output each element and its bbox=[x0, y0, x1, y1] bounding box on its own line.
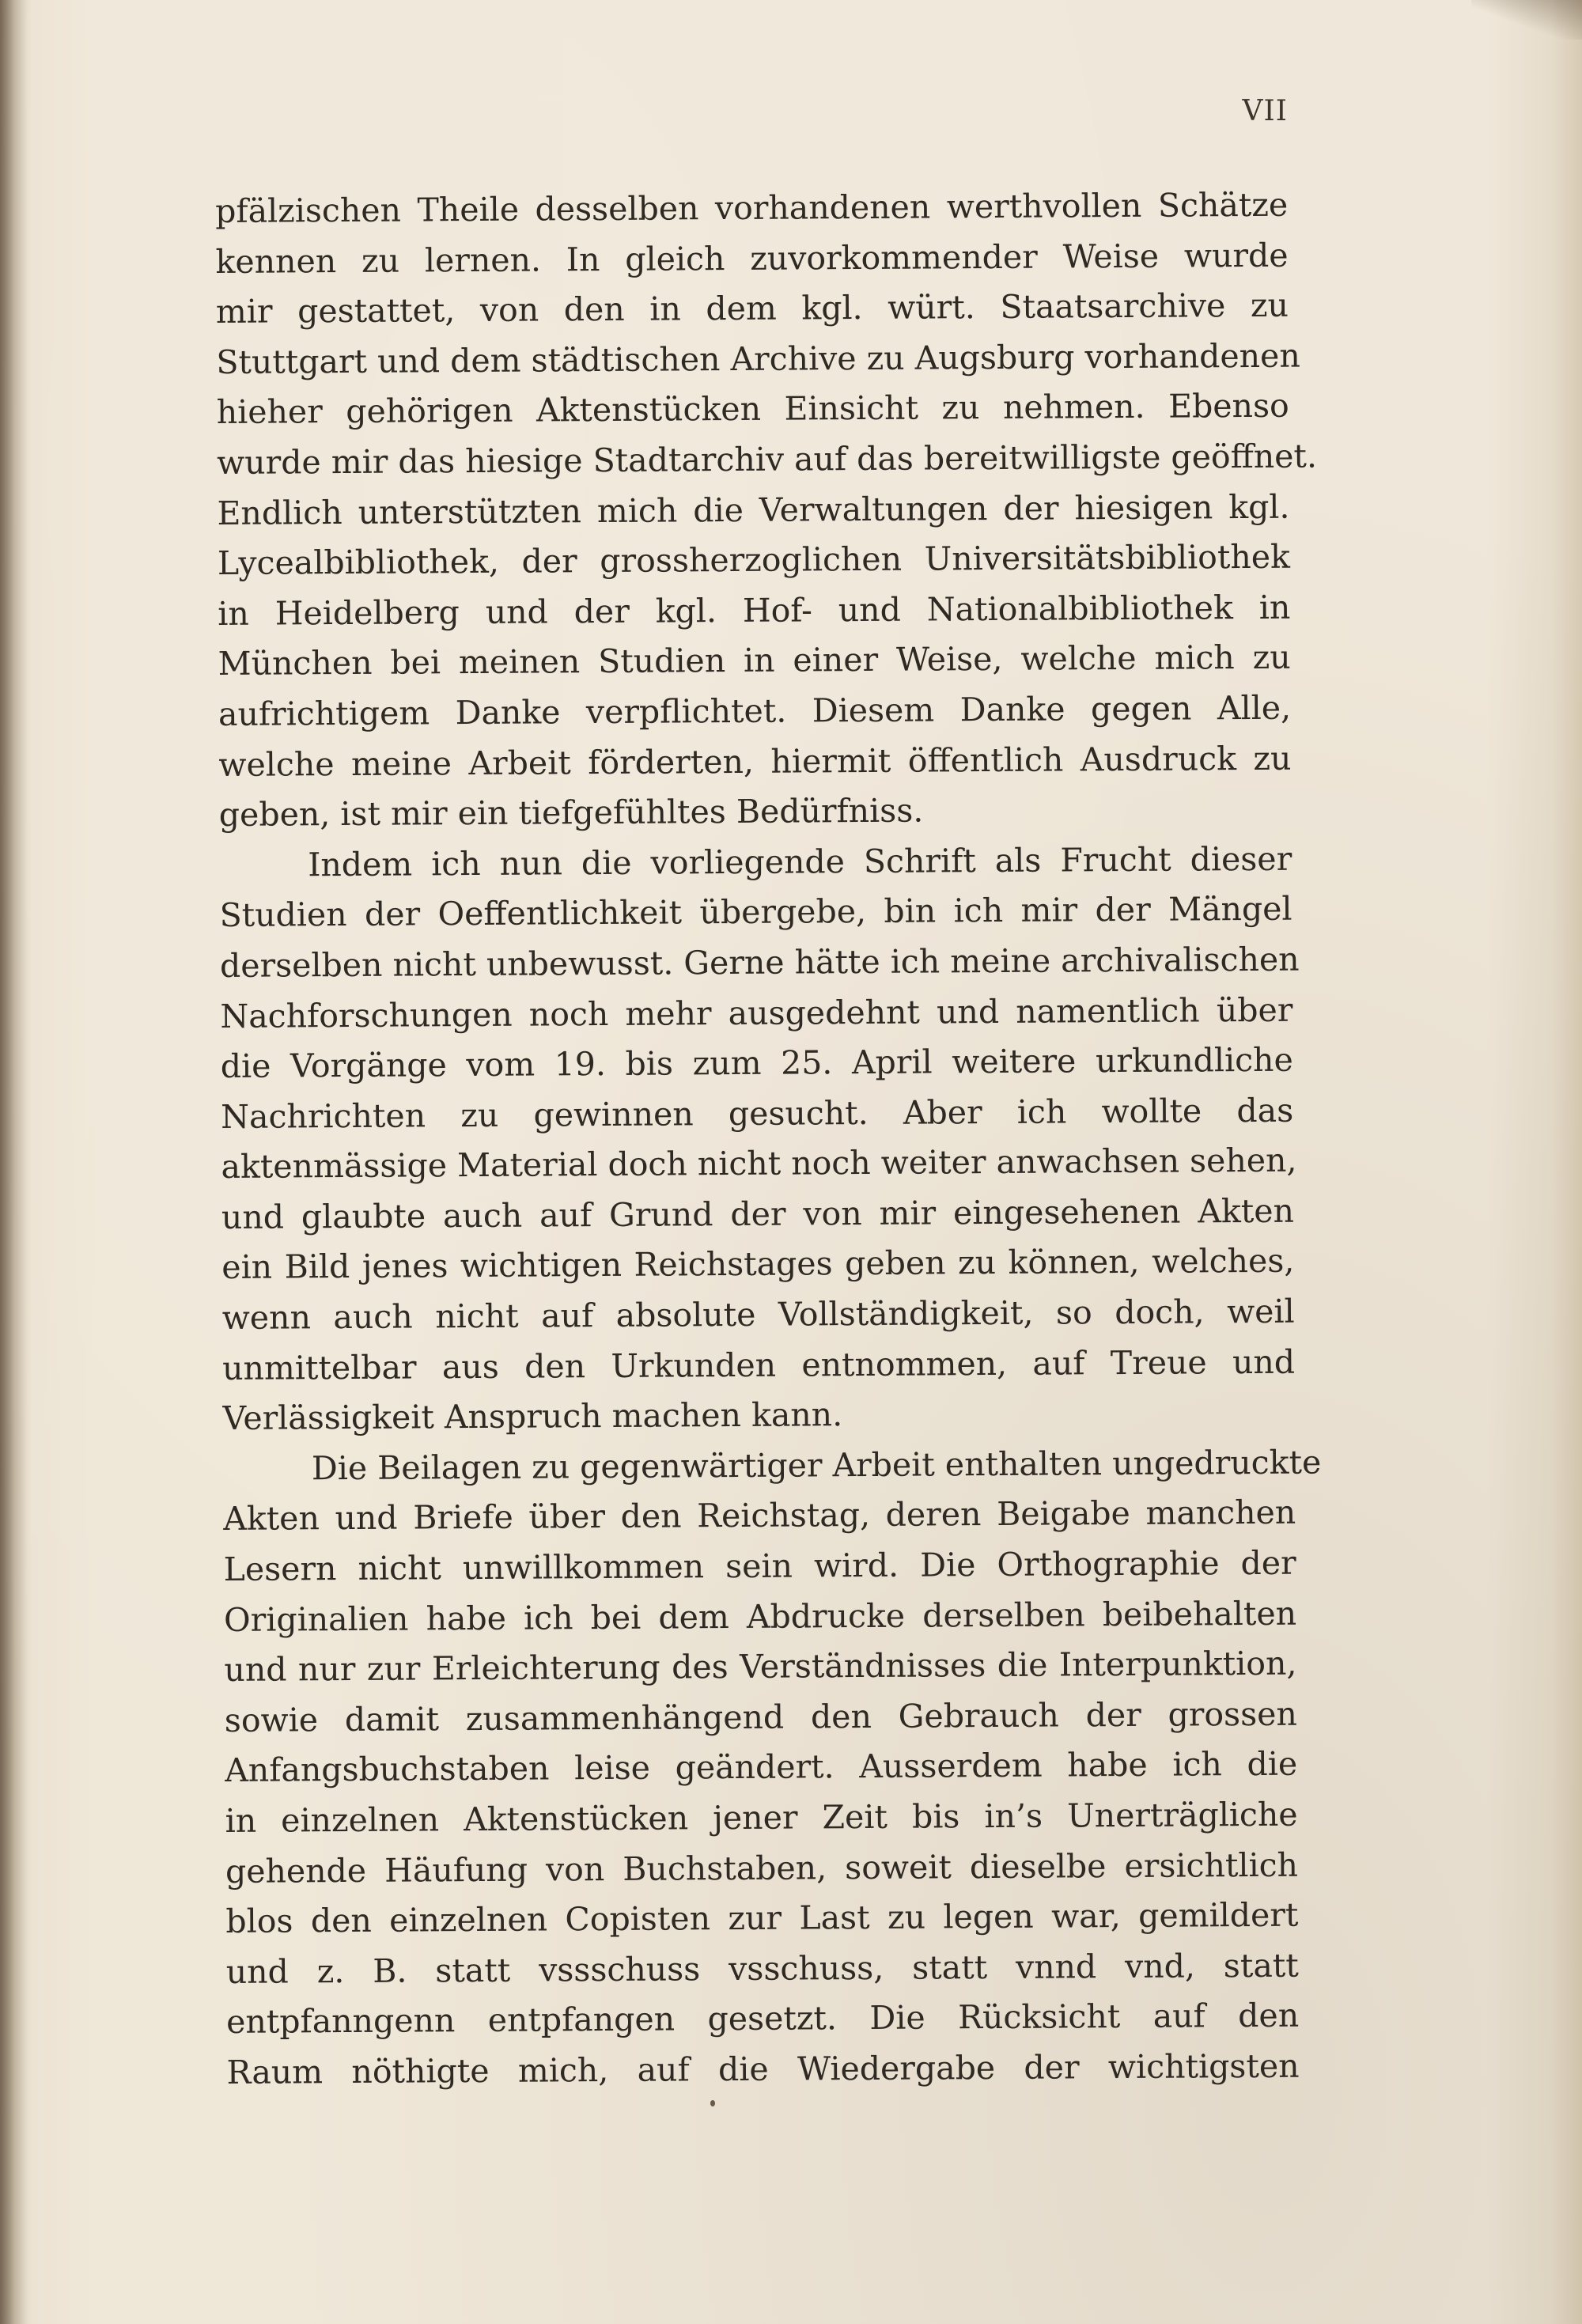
text-line: aktenmässige Material doch nicht noch weiter anwachsen sehen, bbox=[221, 1141, 1297, 1187]
text-line: Lycealbibliothek, der grossherzoglichen Universitätsbibliothek bbox=[217, 537, 1291, 583]
text-line: sowie damit zusammenhängend den Gebrauch der grossen bbox=[224, 1694, 1297, 1739]
text-line: Nachforschungen noch mehr ausgedehnt und namentlich über bbox=[220, 990, 1293, 1035]
text-line: Akten und Briefe über den Reichstag, deren Beigabe manchen bbox=[223, 1493, 1296, 1539]
text-line: Anfangsbuchstaben leise geändert. Ausserdem habe ich die bbox=[225, 1745, 1298, 1790]
text-line: Die Beilagen zu gegenwärtiger Arbeit enthalten ungedruckte bbox=[311, 1443, 1322, 1488]
text-line: kennen zu lernen. In gleich zuvorkommender Weise wurde bbox=[215, 236, 1289, 281]
text-line: und glaubte auch auf Grund der von mir eingesehenen Akten bbox=[221, 1191, 1295, 1236]
text-line: geben, ist mir ein tiefgefühltes Bedürfniss. bbox=[218, 791, 924, 835]
body-text bbox=[215, 180, 1322, 2099]
paragraph-2 bbox=[219, 834, 1300, 1444]
paragraph-1 bbox=[215, 180, 1318, 841]
text-line: und z. B. statt vssschuss vsschuss, statt vnnd vnd, statt bbox=[225, 1946, 1299, 1991]
binding-edge-shadow bbox=[0, 0, 27, 2324]
text-line: Stuttgart und dem städtischen Archive zu Augsburg vorhandenen bbox=[216, 336, 1300, 381]
page-number: VII bbox=[1242, 95, 1288, 127]
text-line: München bei meinen Studien in einer Weise, welche mich zu bbox=[218, 638, 1291, 683]
text-line: ein Bild jenes wichtigen Reichstages geben zu können, welches, bbox=[221, 1242, 1295, 1287]
text-line: wurde mir das hiesige Stadtarchiv auf das bereitwilligste geöffnet. bbox=[216, 437, 1318, 482]
text-line: gehende Häufung von Buchstaben, soweit dieselbe ersichtlich bbox=[225, 1845, 1299, 1891]
text-line: Originalien habe ich bei dem Abdrucke derselben beibehalten bbox=[223, 1594, 1297, 1639]
text-line: in einzelnen Aktenstücken jener Zeit bis in’s Unerträgliche bbox=[225, 1795, 1298, 1840]
text-line: welche meine Arbeit förderten, hiermit öffentlich Ausdruck zu bbox=[218, 739, 1292, 784]
text-line: aufrichtigem Danke verpflichtet. Diesem Danke gegen Alle, bbox=[218, 688, 1292, 733]
text-line: und nur zur Erleichterung des Verständnisses die Interpunktion, bbox=[224, 1644, 1297, 1690]
text-line: Studien der Oeffentlichkeit übergebe, bin ich mir der Mängel bbox=[219, 890, 1292, 935]
text-line: blos den einzelnen Copisten zur Last zu legen war, gemildert bbox=[225, 1895, 1299, 1941]
text-line: Raum nöthigte mich, auf die Wiedergabe der wichtigsten bbox=[226, 2046, 1300, 2091]
text-line: hieher gehörigen Aktenstücken Einsicht zu nehmen. Ebenso bbox=[216, 387, 1289, 432]
text-line: Nachrichten zu gewinnen gesucht. Aber ich wollte das bbox=[221, 1091, 1294, 1136]
text-line: Endlich unterstützten mich die Verwaltungen der hiesigen kgl. bbox=[217, 487, 1290, 532]
paragraph-3 bbox=[223, 1438, 1322, 2099]
text-line: Verlässigkeit Anspruch machen kann. bbox=[222, 1395, 843, 1438]
text-line: unmittelbar aus den Urkunden entnommen, auf Treue und bbox=[221, 1342, 1296, 1387]
text-line: in Heidelberg und der kgl. Hof- und Nationalbibliothek in bbox=[218, 588, 1291, 633]
text-line: wenn auch nicht auf absolute Vollständigkeit, so doch, weil bbox=[221, 1292, 1295, 1338]
page-corner-wear bbox=[1471, 0, 1582, 40]
text-line: pfälzischen Theile desselben vorhandenen werthvollen Schätze bbox=[215, 185, 1289, 230]
text-line: Lesern nicht unwillkommen sein wird. Die Orthographie der bbox=[223, 1543, 1296, 1588]
ink-speck bbox=[710, 2100, 715, 2106]
text-line: mir gestattet, von den in dem kgl. würt. Staatsarchive zu bbox=[215, 286, 1289, 331]
text-line: die Vorgänge vom 19. bis zum 25. April weitere urkundliche bbox=[220, 1040, 1293, 1086]
text-line: derselben nicht unbewusst. Gerne hätte ich meine archivalischen bbox=[219, 940, 1300, 985]
text-line: Indem ich nun die vorliegende Schrift als Frucht dieser bbox=[308, 839, 1292, 884]
text-line: entpfanngenn entpfangen gesetzt. Die Rücksicht auf den bbox=[226, 1997, 1300, 2042]
